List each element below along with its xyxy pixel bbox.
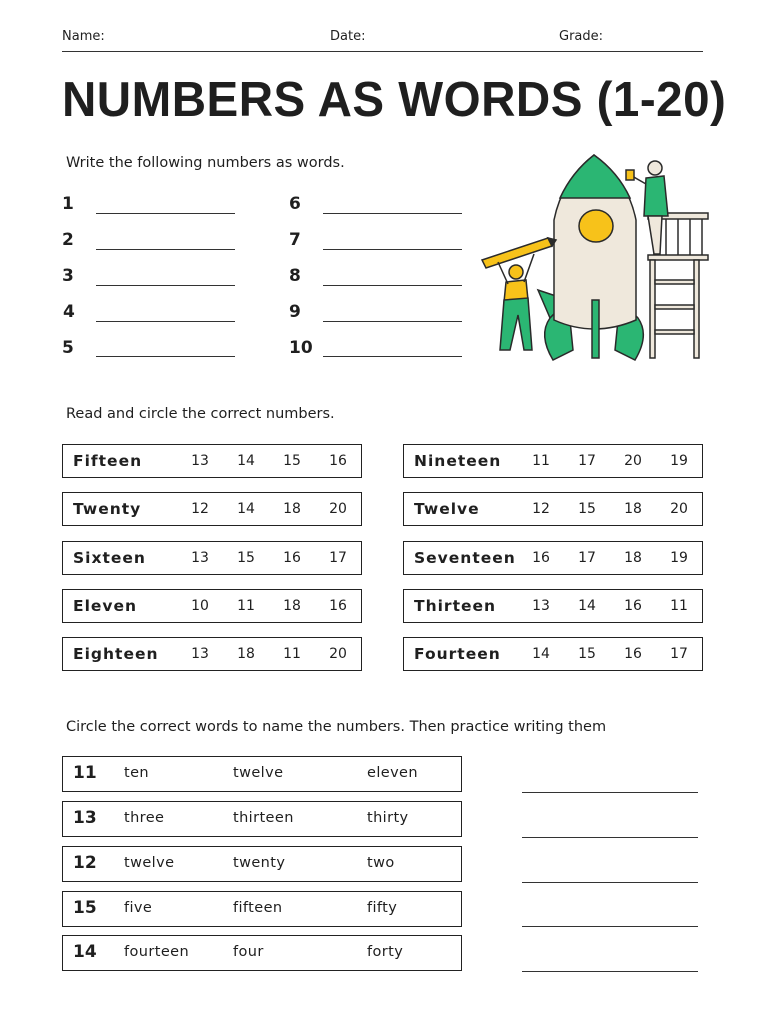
number-3: 3: [62, 266, 74, 286]
answer-line-3[interactable]: [96, 285, 235, 286]
word-option[interactable]: twenty: [233, 855, 286, 871]
section2-instruction: Read and circle the correct numbers.: [66, 406, 335, 422]
number-6: 6: [289, 194, 301, 214]
word-choice-row: [62, 935, 462, 971]
circle-option[interactable]: 18: [283, 598, 301, 614]
word-option[interactable]: ten: [124, 765, 149, 781]
circle-option[interactable]: 16: [283, 550, 301, 566]
circle-option[interactable]: 17: [329, 550, 347, 566]
circle-option[interactable]: 18: [624, 501, 642, 517]
word-choice-row: [62, 756, 462, 792]
circle-option[interactable]: 16: [532, 550, 550, 566]
number-8: 8: [289, 266, 301, 286]
circle-option[interactable]: 14: [237, 453, 255, 469]
circle-option[interactable]: 17: [670, 646, 688, 662]
row-number: 13: [73, 808, 97, 828]
number-5: 5: [62, 338, 74, 358]
circle-option[interactable]: 18: [624, 550, 642, 566]
word-option[interactable]: fifteen: [233, 900, 283, 916]
practice-line-5[interactable]: [522, 971, 698, 972]
word-option[interactable]: thirteen: [233, 810, 294, 826]
circle-option[interactable]: 18: [283, 501, 301, 517]
circle-item-twelve: [403, 492, 703, 526]
circle-option[interactable]: 14: [237, 501, 255, 517]
circle-item-eleven: [62, 589, 362, 623]
header-rule: [62, 51, 703, 52]
circle-item-sixteen: [62, 541, 362, 575]
answer-line-10[interactable]: [323, 356, 462, 357]
circle-item-fifteen: [62, 444, 362, 478]
circle-item-nineteen: [403, 444, 703, 478]
circle-option[interactable]: 16: [329, 453, 347, 469]
circle-item-eighteen: [62, 637, 362, 671]
word-option[interactable]: fifty: [367, 900, 398, 916]
circle-option[interactable]: 17: [578, 453, 596, 469]
circle-item-word: Seventeen: [414, 549, 516, 567]
word-option[interactable]: five: [124, 900, 153, 916]
circle-item-fourteen: [403, 637, 703, 671]
circle-item-word: Nineteen: [414, 452, 502, 470]
answer-line-8[interactable]: [323, 285, 462, 286]
row-number: 14: [73, 942, 97, 962]
word-choice-row: [62, 891, 462, 927]
number-2: 2: [62, 230, 74, 250]
rocket-with-kids-illustration: [478, 150, 714, 365]
circle-option[interactable]: 15: [283, 453, 301, 469]
circle-option[interactable]: 15: [237, 550, 255, 566]
word-option[interactable]: four: [233, 944, 264, 960]
circle-option[interactable]: 20: [329, 646, 347, 662]
page-title: NUMBERS AS WORDS (1-20): [62, 73, 727, 127]
circle-option[interactable]: 18: [237, 646, 255, 662]
answer-line-4[interactable]: [96, 321, 235, 322]
circle-option[interactable]: 20: [670, 501, 688, 517]
circle-item-word: Sixteen: [73, 549, 146, 567]
row-number: 15: [73, 898, 97, 918]
circle-option[interactable]: 17: [578, 550, 596, 566]
circle-option[interactable]: 14: [578, 598, 596, 614]
row-number: 11: [73, 763, 97, 783]
circle-item-word: Eighteen: [73, 645, 159, 663]
answer-line-5[interactable]: [96, 356, 235, 357]
circle-item-word: Thirteen: [414, 597, 497, 615]
circle-option[interactable]: 19: [670, 550, 688, 566]
circle-option[interactable]: 13: [191, 550, 209, 566]
rocket-icon: [538, 155, 643, 360]
circle-option[interactable]: 12: [191, 501, 209, 517]
circle-item-twenty: [62, 492, 362, 526]
circle-item-word: Fourteen: [414, 645, 501, 663]
number-9: 9: [289, 302, 301, 322]
answer-line-7[interactable]: [323, 249, 462, 250]
number-4: 4: [63, 302, 75, 322]
word-option[interactable]: two: [367, 855, 395, 871]
circle-option[interactable]: 15: [578, 501, 596, 517]
circle-option[interactable]: 12: [532, 501, 550, 517]
circle-item-word: Fifteen: [73, 452, 143, 470]
word-option[interactable]: eleven: [367, 765, 418, 781]
word-choice-row: [62, 846, 462, 882]
practice-line-4[interactable]: [522, 926, 698, 927]
circle-option[interactable]: 13: [532, 598, 550, 614]
circle-option[interactable]: 13: [191, 646, 209, 662]
circle-option[interactable]: 14: [532, 646, 550, 662]
word-choice-row: [62, 801, 462, 837]
circle-option[interactable]: 19: [670, 453, 688, 469]
circle-option[interactable]: 16: [624, 598, 642, 614]
answer-line-1[interactable]: [96, 213, 235, 214]
name-label: Name:: [62, 29, 105, 44]
circle-item-word: Twelve: [414, 500, 480, 518]
number-1: 1: [62, 194, 74, 214]
circle-option[interactable]: 10: [191, 598, 209, 614]
circle-option[interactable]: 16: [329, 598, 347, 614]
word-option[interactable]: forty: [367, 944, 404, 960]
answer-line-9[interactable]: [323, 321, 462, 322]
answer-line-2[interactable]: [96, 249, 235, 250]
section1-instruction: Write the following numbers as words.: [66, 155, 345, 171]
word-option[interactable]: twelve: [233, 765, 284, 781]
circle-option[interactable]: 11: [237, 598, 255, 614]
circle-option[interactable]: 13: [191, 453, 209, 469]
circle-item-seventeen: [403, 541, 703, 575]
answer-line-6[interactable]: [323, 213, 462, 214]
word-option[interactable]: three: [124, 810, 165, 826]
circle-option[interactable]: 16: [624, 646, 642, 662]
date-label: Date:: [330, 29, 366, 44]
circle-item-word: Eleven: [73, 597, 138, 615]
practice-line-2[interactable]: [522, 837, 698, 838]
word-option[interactable]: thirty: [367, 810, 409, 826]
circle-option[interactable]: 15: [578, 646, 596, 662]
circle-item-thirteen: [403, 589, 703, 623]
row-number: 12: [73, 853, 97, 873]
circle-option[interactable]: 20: [624, 453, 642, 469]
grade-label: Grade:: [559, 29, 604, 44]
circle-option[interactable]: 11: [283, 646, 301, 662]
practice-line-3[interactable]: [522, 882, 698, 883]
number-7: 7: [289, 230, 301, 250]
word-option[interactable]: twelve: [124, 855, 175, 871]
circle-item-word: Twenty: [73, 500, 142, 518]
circle-option[interactable]: 20: [329, 501, 347, 517]
practice-line-1[interactable]: [522, 792, 698, 793]
word-option[interactable]: fourteen: [124, 944, 190, 960]
circle-option[interactable]: 11: [670, 598, 688, 614]
section3-instruction: Circle the correct words to name the numbers. Then practice writing them: [66, 719, 607, 735]
number-10: 10: [289, 338, 313, 358]
circle-option[interactable]: 11: [532, 453, 550, 469]
